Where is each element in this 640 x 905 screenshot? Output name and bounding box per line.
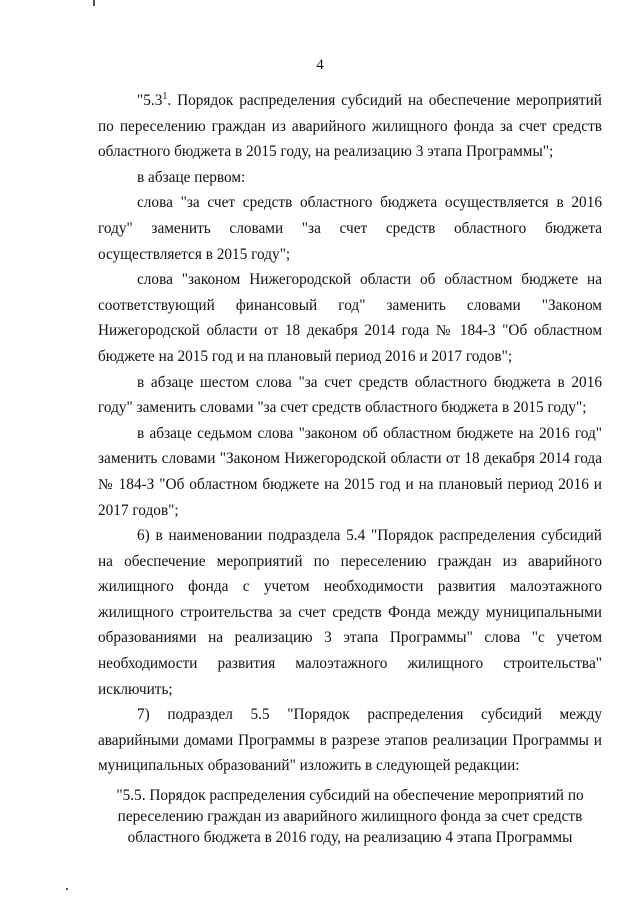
paragraph-seventh-abzac: в абзаце седьмом слова "законом об областном бюджете на 2016 год" заменить словами "Законом Нижегородской области от 18 декабря 2014 года № 184-З "Об областном бюджете на 2015 год и на плановый период 2016 и 2017 годов"; bbox=[98, 424, 602, 519]
section-531-superscript: 1 bbox=[162, 90, 168, 102]
page-number: 4 bbox=[316, 57, 324, 73]
document-body bbox=[98, 88, 602, 848]
section-531-prefix: "5.3 bbox=[137, 92, 163, 109]
quoted-section-55-heading: "5.5. Порядок распределения субсидий на обеспечение мероприятий по переселению граждан из аварийного жилищного фонда за счет средств областного бюджета в 2016 году, на реализацию 4 этапа Программы bbox=[116, 787, 584, 847]
paragraph-item-6: 6) в наименовании подраздела 5.4 "Порядок распределения субсидий на обеспечение мероприятий по переселению граждан из аварийного жилищного фонда с учетом необходимости развития малоэтажного жилищного строительства за счет средств Фонда между муниципальными образованиями на реализацию 3 этапа Программы" слова "с учетом необходимости развития малоэтажного жилищного строительства" исключить; bbox=[98, 527, 602, 698]
section-531-rest: . Порядок распределения субсидий на обеспечение мероприятий по переселению граждан из аварийного жилищного фонда за счет средств областного бюджета в 2015 году, на реализацию 3 этапа Программы"; bbox=[98, 92, 602, 161]
paragraph-sixth-abzac: в абзаце шестом слова "за счет средств областного бюджета в 2016 году" заменить словами "за счет средств областного бюджета в 2015 году"; bbox=[98, 373, 602, 417]
paragraph-words-replace-2: слова "законом Нижегородской области об областном бюджете на соответствующий финансовый год" заменить словами "Законом Нижегородской области от 18 декабря 2014 года № 184-З "Об областном бюджете на 2015 год и на плановый период 2016 и 2017 годов"; bbox=[98, 271, 602, 365]
scan-mark-bottom bbox=[66, 888, 68, 890]
paragraph-words-replace-1: слова "за счет средств областного бюджета осуществляется в 2016 году" заменить словами "за счет средств областного бюджета осуществляется в 2015 году"; bbox=[98, 194, 602, 263]
paragraph-first-abzac: в абзаце первом: bbox=[137, 168, 246, 186]
scan-mark-top bbox=[93, 0, 95, 6]
paragraph-item-7: 7) подраздел 5.5 "Порядок распределения субсидий между аварийными домами Программы в разрезе этапов реализации Программы и муниципальных образований" изложить в следующей редакции: bbox=[98, 706, 602, 775]
section-531-heading bbox=[98, 88, 602, 165]
